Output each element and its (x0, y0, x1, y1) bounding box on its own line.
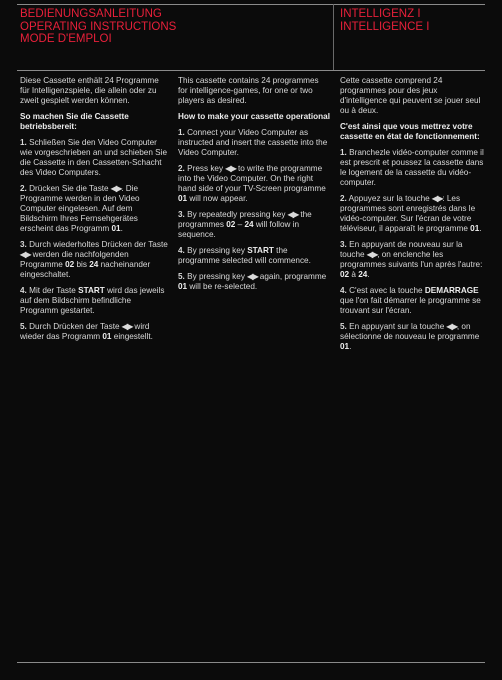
step-4: 4. Mit der Taste START wird das jeweils auf dem Bildschirm befindliche Programm gestartet. (20, 286, 165, 315)
step-3: 3. En appuyant de nouveau sur la touche ◀▶, on enclenche les programmes suivants l'un après l'autre: 02 à 24. (340, 240, 483, 279)
select-key-icon: ◀▶ (110, 184, 122, 193)
step-5: 5. Durch Drücken der Taste ◀▶ wird wieder das Programm 01 eingestellt. (20, 322, 153, 341)
section-heading: So machen Sie die Cassette betriebsbereit: (20, 112, 129, 131)
top-rule (17, 4, 485, 5)
select-key-icon: ◀▶ (366, 250, 378, 259)
bottom-rule (17, 662, 485, 663)
step-4: 4. By pressing key START the programme selected will commence. (178, 246, 311, 265)
french-column (340, 76, 485, 358)
step-2: 2. Appuyez sur la touche ◀▶: Les programmes sont enregistrés dans le vidéo-computer. Sur l'écran de votre téléviseur, il apparaît le programme 01. (340, 194, 482, 233)
step-2: 2. Drücken Sie die Taste ◀▶. Die Programme werden in den Video Computer eingelesen. Auf dem Bildschirm Ihres Fernsehgerätes erscheint das Programm 01. (20, 184, 140, 233)
intro-text: Cette cassette comprend 24 programmes pour des jeux d'intelligence qui peuvent se jouer seul ou à deux. (340, 76, 481, 115)
cassette-title: INTELLIGENZ I INTELLIGENCE I (340, 8, 430, 33)
select-key-icon: ◀▶ (247, 272, 258, 281)
intro-text: This cassette contains 24 programmes for intelligence-games, for one or two players as desired. (178, 76, 319, 105)
step-1: 1. Connect your Video Computer as instructed and insert the cassette into the Video Computer. (178, 128, 328, 157)
intro-text: Diese Cassette enthält 24 Programme für Intelligenzspiele, die allein oder zu zweit gespielt werden können. (20, 76, 159, 105)
german-column (20, 76, 170, 348)
select-key-icon: ◀▶ (446, 322, 457, 331)
step-4: 4. C'est avec la touche DEMARRAGE que l'on fait démarrer le programme se trouvant sur l'écran. (340, 286, 481, 315)
step-3: 3. By repeatedly pressing key ◀▶ the programmes 02 – 24 will follow in sequence. (178, 210, 312, 239)
column-divider (333, 4, 334, 70)
header-rule (17, 70, 485, 71)
step-1: 1. Schließen Sie den Video Computer wie vorgeschrieben an und schieben Sie die Cassette in den Cassetten-Schacht des Video Computers. (20, 138, 168, 177)
section-heading: C'est ainsi que vous mettrez votre cassette en état de fonctionnement: (340, 122, 480, 141)
step-5: 5. En appuyant sur la touche ◀▶, on sélectionne de nouveau le programme 01. (340, 322, 480, 351)
english-column (178, 76, 330, 298)
select-key-icon: ◀▶ (287, 210, 299, 219)
section-heading: How to make your cassette operational (178, 112, 330, 121)
step-1: 1. Branchezle vidéo-computer comme il est prescrit et poussez la cassette dans le logement de la cassette du vidéo-computer. (340, 148, 484, 187)
step-5: 5. By pressing key ◀▶ again, programme 01 will be re-selected. (178, 272, 327, 291)
step-3: 3. Durch wiederholtes Drücken der Taste ◀▶ werden die nachfolgenden Programme 02 bis 24 nacheinander eingeschaltet. (20, 240, 168, 279)
select-key-icon: ◀▶ (225, 164, 236, 173)
select-key-icon: ◀▶ (121, 322, 133, 331)
step-2: 2. Press key ◀▶ to write the programme into the Video Computer. On the right hand side of your TV-Screen programme 01 will now appear. (178, 164, 326, 203)
select-key-icon: ◀▶ (431, 194, 443, 203)
instructions-title: BEDIENUNGSANLEITUNG OPERATING INSTRUCTIONS MODE D'EMPLOI (20, 8, 177, 45)
select-key-icon: ◀▶ (20, 250, 31, 259)
